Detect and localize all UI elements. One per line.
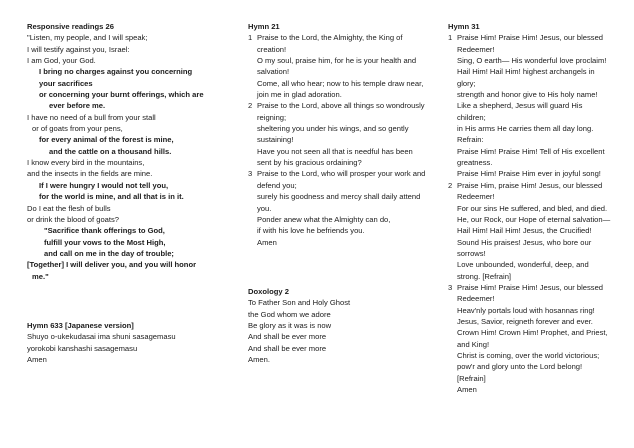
reading-line: "Sacrifice thank offerings to God, xyxy=(44,226,165,236)
hymn-line: sheltering you under his wings, and so gently xyxy=(257,124,409,134)
text-line: yorokobi kanshashi sasagemasu xyxy=(27,343,138,353)
reading-line: If I were hungry I would not tell you, xyxy=(39,180,169,190)
column-right xyxy=(448,21,628,395)
section-heading: Doxology 2 xyxy=(248,286,289,296)
hymn-line: salvation! xyxy=(257,67,290,77)
verse-number: 3 xyxy=(448,282,453,292)
reading-line: your sacrifices xyxy=(39,78,93,88)
hymn-line: Redeemer! xyxy=(457,192,495,202)
hymn-line: Like a shepherd, Jesus will guard His xyxy=(457,101,583,111)
hymn-line: strength and honor give to His holy name! xyxy=(457,90,598,100)
reading-line: ever before me. xyxy=(49,101,106,111)
section-heading: Hymn 31 xyxy=(448,22,480,31)
text-line: the God whom we adore xyxy=(248,309,331,319)
hymn-line: in His arms He carries them all day long. xyxy=(457,124,594,134)
reading-line: me." xyxy=(32,271,49,281)
hymn-line: Refrain: xyxy=(457,135,484,145)
hymn-line: if with his love he befriends you. xyxy=(257,226,365,236)
hymn-line: He, our Rock, our Hope of eternal salvation— xyxy=(457,214,611,224)
hymn-line: Christ is coming, over the world victorious; xyxy=(457,350,600,360)
hymn-line: 2 Praise to the Lord, above all things so wondrously xyxy=(248,101,425,111)
hymn-line: pow'r and glory unto the Lord belong! xyxy=(457,362,583,372)
verse-number: 2 xyxy=(448,180,453,190)
hymn-line: sorrows! xyxy=(457,248,486,258)
section-heading: Hymn 633 [Japanese version] xyxy=(27,320,134,330)
text-line: And shall be ever more xyxy=(248,343,327,353)
hymn-line: Sound His praises! Jesus, who bore our xyxy=(457,237,592,247)
hymn-line: Sing, O earth— His wonderful love proclaim! xyxy=(457,56,607,66)
hymn-line: [Refrain] xyxy=(457,373,486,383)
reading-line: fulfill your vows to the Most High, xyxy=(44,237,166,247)
section-heading: Hymn 21 xyxy=(248,22,280,31)
hymn-line: 3 Praise to the Lord, who will prosper your work and xyxy=(248,169,426,179)
hymn-line: Jesus, Savior, reigneth forever and ever. xyxy=(457,316,593,326)
block-hymn xyxy=(248,21,444,248)
hymn-line: 2 Praise Him, praise Him! Jesus, our blessed xyxy=(448,180,603,190)
hymn-line: defend you; xyxy=(257,180,297,190)
reading-line: or drink the blood of goats? xyxy=(27,214,120,224)
hymn-line: greatness. xyxy=(457,158,493,168)
verse-number: 2 xyxy=(248,101,253,111)
hymn-line: Heav'nly portals loud with hosannas ring! xyxy=(457,305,595,315)
hymn-line: children; xyxy=(457,112,486,122)
hymn-line: O my soul, praise him, for he is your health and xyxy=(257,56,417,66)
hymn-line: strong. [Refrain] xyxy=(457,271,512,281)
hymn-line: 3 Praise Him! Praise Him! Jesus, our blessed xyxy=(448,282,604,292)
hymn-line: Praise Him! Praise Him ever in joyful song! xyxy=(457,169,601,179)
reading-line: "Listen, my people, and I will speak; xyxy=(27,33,148,43)
hymn-line: surely his goodness and mercy shall daily attend xyxy=(257,192,421,202)
block-plain xyxy=(27,320,241,365)
section-heading: Responsive readings 26 xyxy=(27,22,114,31)
verse-number: 1 xyxy=(448,33,453,43)
reading-line: and call on me in the day of trouble; xyxy=(44,248,174,258)
reading-line: for every animal of the forest is mine, xyxy=(39,135,174,145)
reading-line: I bring no charges against you concerning xyxy=(39,67,193,77)
verse-number: 3 xyxy=(248,169,253,179)
hymn-line: sent by his gracious ordaining? xyxy=(257,158,362,168)
reading-line: for the world is mine, and all that is in it. xyxy=(39,192,184,202)
reading-line: and the cattle on a thousand hills. xyxy=(49,146,172,156)
column-left xyxy=(27,21,241,365)
column-middle xyxy=(248,21,444,365)
hymn-line: sustaining! xyxy=(257,135,294,145)
block-hymn xyxy=(448,21,628,395)
hymn-line: Hail Him! Hail Him! Jesus, the Crucified! xyxy=(457,226,592,236)
hymn-line: Amen xyxy=(457,385,477,394)
reading-line: or of goats from your pens, xyxy=(32,124,123,134)
text-line: Amen xyxy=(27,354,47,364)
text-line: Amen. xyxy=(248,354,270,364)
hymn-line: For our sins He suffered, and bled, and died. xyxy=(457,203,608,213)
hymn-line: 1 Praise Him! Praise Him! Jesus, our blessed xyxy=(448,33,604,43)
text-line: Shuyo o-ukekudasai ima shuni sasagemasu xyxy=(27,332,176,342)
text-line: To Father Son and Holy Ghost xyxy=(248,298,351,308)
hymn-line: Redeemer! xyxy=(457,44,495,54)
reading-line: or concerning your burnt offerings, which are xyxy=(39,90,204,100)
hymn-line: Love unbounded, wonderful, deep, and xyxy=(457,260,589,270)
verse-number: 1 xyxy=(248,33,253,43)
reading-line: I am God, your God. xyxy=(27,56,96,66)
text-line: Be glory as it was is now xyxy=(248,320,332,330)
hymn-line: reigning; xyxy=(257,112,287,122)
reading-line: I will testify against you, Israel: xyxy=(27,44,130,54)
reading-line: [Together] I will deliver you, and you will honor xyxy=(27,260,197,270)
reading-line: and the insects in the fields are mine. xyxy=(27,169,153,179)
hymn-line: Have you not seen all that is needful has been xyxy=(257,146,413,156)
hymn-line: Redeemer! xyxy=(457,294,495,304)
hymn-line: 1 Praise to the Lord, the Almighty, the King of xyxy=(248,33,403,43)
reading-line: Do I eat the flesh of bulls xyxy=(27,203,111,213)
text-line: And shall be ever more xyxy=(248,332,327,342)
reading-line: I have no need of a bull from your stall xyxy=(27,112,156,122)
hymn-line: and King! xyxy=(457,339,490,349)
hymn-line: creation! xyxy=(257,44,287,54)
hymn-line: Come, all who hear; now to his temple draw near, xyxy=(257,78,424,88)
reading-line: I know every bird in the mountains, xyxy=(27,158,145,168)
hymn-line: Ponder anew what the Almighty can do, xyxy=(257,214,391,224)
block-reading xyxy=(27,21,241,282)
hymn-line: Crown Him! Crown Him! Prophet, and Priest, xyxy=(457,328,608,338)
hymn-line: glory; xyxy=(457,78,476,88)
hymn-line: Hail Him! Hail Him! highest archangels in xyxy=(457,67,595,77)
hymn-line: Amen xyxy=(257,237,277,247)
hymn-line: Praise Him! Praise Him! Tell of His excellent xyxy=(457,146,605,156)
block-plain xyxy=(248,286,444,365)
hymn-line: join me in glad adoration. xyxy=(257,90,342,100)
hymn-line: you. xyxy=(257,203,272,213)
